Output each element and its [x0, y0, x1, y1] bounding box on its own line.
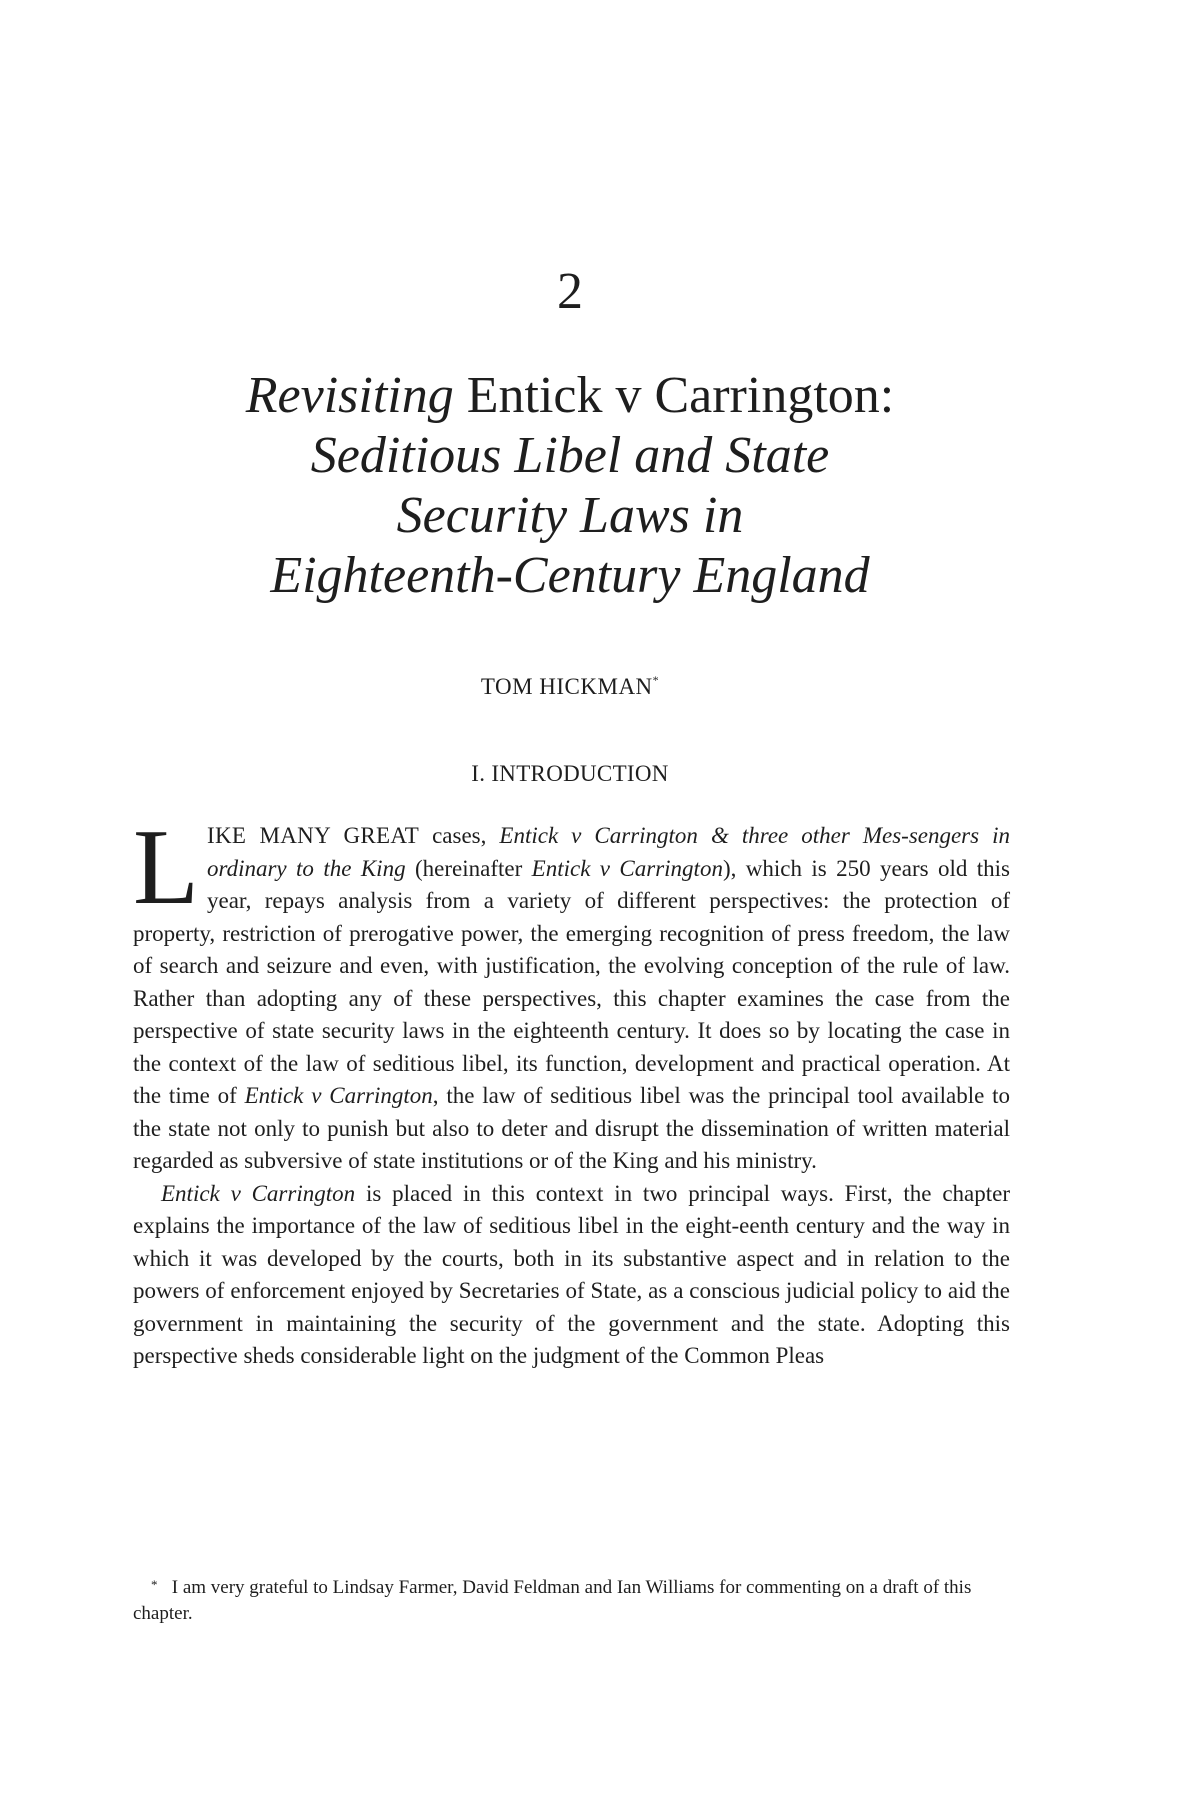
chapter-title-case-name: Entick v Carrington:	[453, 367, 895, 424]
author-name-line	[0, 666, 1140, 701]
case-name-short-3: Entick v Carrington	[161, 1180, 356, 1206]
paragraph-1-text-c: ), which is 250 years old this year, repays analysis from a variety of different perspectives: the protection of property, restriction of prerogative power, the emerging recognition of press freedom, the law of search and seizure and even, with justification, the evolving conception of the rule of law. Rather than adopting any of these perspectives, this chapter examines the case from the perspective of state security laws in the eighteenth century. It does so by locating the case in the context of the law of seditious libel, its function, development and practical operation. At the time of	[133, 855, 1010, 1108]
chapter-subtitle-line-1: Seditious Libel and State	[310, 427, 830, 484]
chapter-number: 2	[557, 263, 583, 320]
section-heading: I. INTRODUCTION	[471, 761, 669, 786]
chapter-title-line-4	[0, 546, 1140, 606]
chapter-subtitle-line-2: Security Laws in	[396, 487, 744, 544]
lead-caps: IKE MANY GREAT	[206, 823, 420, 848]
paragraph-1	[133, 808, 1011, 1178]
paragraph-1-text-b: (hereinafter	[405, 855, 532, 881]
chapter-title-italic-word: Revisiting	[245, 367, 454, 424]
body-text	[133, 808, 1011, 1373]
case-name-full: Entick v Carrington & three other Mes-sengers in ordinary to the King	[206, 823, 1010, 881]
chapter-title-line-2	[0, 426, 1140, 486]
chapter-title	[0, 366, 1140, 606]
drop-cap: L	[133, 808, 199, 927]
paragraph-1-text-d: , the law of seditious libel was the principal tool available to the state not only to punish but also to deter and disrupt the dissemination of written material regarded as subversive of state institutions or of the King and his ministry.	[133, 1083, 1011, 1173]
chapter-title-line-3	[0, 486, 1140, 546]
chapter-subtitle-line-3: Eighteenth-Century England	[270, 547, 870, 604]
case-name-short-2: Entick v Carrington	[244, 1083, 433, 1108]
footnote-text: I am very grateful to Lindsay Farmer, David Feldman and Ian Williams for commenting on a draft of this chapter.	[133, 1577, 972, 1624]
case-name-short: Entick v Carrington	[531, 855, 723, 881]
footnote	[133, 1572, 1010, 1627]
author-footnote-marker[interactable]: *	[652, 673, 660, 687]
author-name: TOM HICKMAN	[480, 674, 653, 699]
paragraph-2-text: is placed in this context in two principal ways. First, the chapter explains the importance of the law of seditious libel in the eight-eenth century and the way in which it was developed by the courts, both in its substantive aspect and in relation to the powers of enforcement enjoyed by Secretaries of State, as a conscious judicial policy to aid the government in maintaining the security of the government and the state. Adopting this perspective sheds considerable light on the judgment of the Common Pleas	[133, 1180, 1010, 1368]
footnote-marker: *	[151, 1577, 158, 1592]
paragraph-1-text-a: cases,	[419, 823, 500, 848]
paragraph-2	[133, 1178, 1010, 1373]
chapter-title-line-1	[0, 366, 1140, 426]
